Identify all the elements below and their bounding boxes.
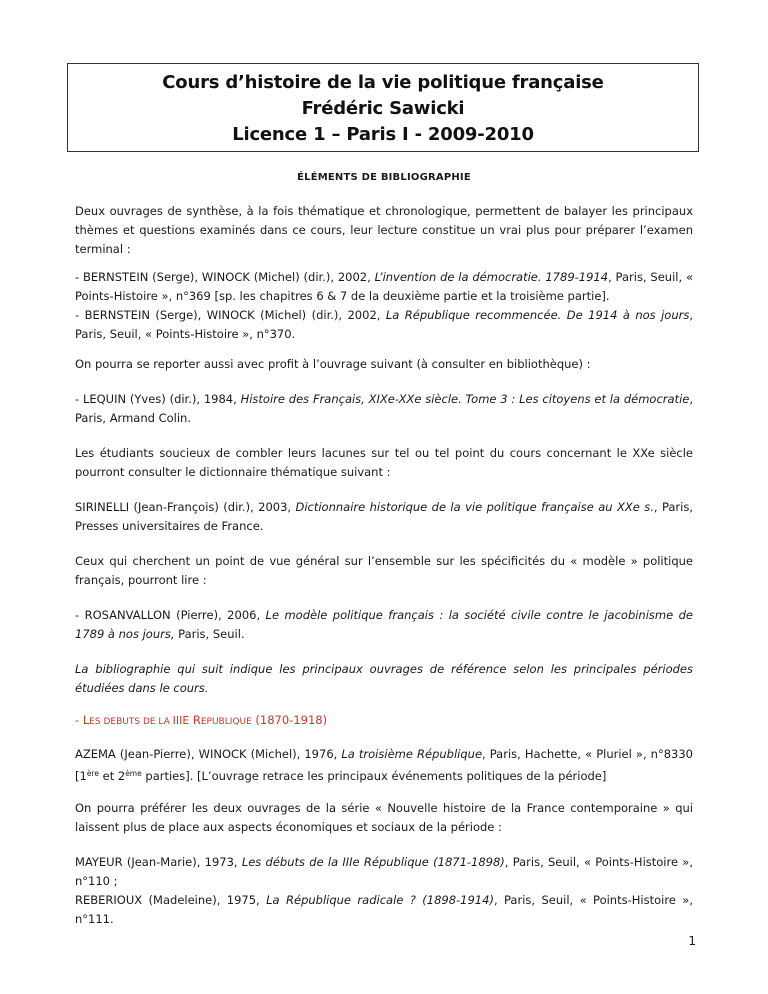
general-paragraph: Ceux qui cherchent un point de vue général sur l’ensemble sur les spécificités du « modèle » politique français, pourront lire :: [75, 554, 693, 587]
page-number: 1: [688, 934, 696, 948]
also-paragraph: On pourra se reporter aussi avec profit à l’ouvrage suivant (à consulter en bibliothèque) :: [75, 357, 591, 371]
author-name: Frédéric Sawicki: [301, 98, 465, 119]
prefer-paragraph: On pourra préférer les deux ouvrages de la série « Nouvelle histoire de la France contemporaine » qui laissent plus de place aux aspects économiques et sociaux de la période :: [75, 801, 693, 834]
intro-paragraph: Deux ouvrages de synthèse, à la fois thématique et chronologique, permettent de balayer les principaux thèmes et questions examinés dans ce cours, leur lecture constitue un vrai plus pour préparer l’examen terminal :: [75, 204, 693, 256]
subsection-heading: - LES DEBUTS DE LA IIIE REPUBLIQUE (1870-1918): [75, 713, 328, 727]
students-paragraph: Les étudiants soucieux de combler leurs lacunes sur tel ou tel point du cours concernant le XXe siècle pourront consulter le dictionnaire thématique suivant :: [75, 446, 693, 479]
bibliography-entry: SIRINELLI (Jean-François) (dir.), 2003, Dictionnaire historique de la vie politique française au XXe s., Paris, Presses universitaires de France.: [75, 500, 693, 533]
bibliography-entry: - BERNSTEIN (Serge), WINOCK (Michel) (dir.), 2002, L’invention de la démocratie. 1789-1914, Paris, Seuil, « Points-Histoire », n°369 [sp. les chapitres 6 & 7 de la deuxième partie et la troisième partie]. - BERNSTEIN (Serge), WINOCK (Michel) (dir.), 2002, La République recommencée. De 1914 à nos jours, Paris, Seuil, « Points-Histoire », n°370.: [75, 270, 694, 341]
section-title: ÉLÉMENTS DE BIBLIOGRAPHIE: [297, 172, 471, 183]
bibliography-entry: - LEQUIN (Yves) (dir.), 1984, Histoire des Français, XIXe-XXe siècle. Tome 3 : Les citoyens et la démocratie, Paris, Armand Colin.: [75, 392, 693, 425]
title-box: [67, 63, 699, 152]
course-title: Cours d’histoire de la vie politique française: [162, 72, 604, 93]
bibliography-entry: AZEMA (Jean-Pierre), WINOCK (Michel), 1976, La troisième République, Paris, Hachette, « Pluriel », n°8330 [1ère et 2ème parties]. [L’ouvrage retrace les principaux événements politiques de la période]: [75, 747, 693, 783]
bibliography-entry: MAYEUR (Jean-Marie), 1973, Les débuts de la IIIe République (1871-1898), Paris, Seuil, « Points-Histoire », n°110 ; REBERIOUX (Madeleine), 1975, La République radicale ? (1898-1914), Paris, Seuil, « Points-Histoire », n°111.: [75, 855, 693, 926]
note-paragraph: La bibliographie qui suit indique les principaux ouvrages de référence selon les principales périodes étudiées dans le cours.: [75, 662, 693, 695]
course-level: Licence 1 – Paris I - 2009-2010: [232, 124, 534, 145]
bibliography-entry: - ROSANVALLON (Pierre), 2006, Le modèle politique français : la société civile contre le jacobinisme de 1789 à nos jours, Paris, Seuil.: [75, 608, 693, 641]
